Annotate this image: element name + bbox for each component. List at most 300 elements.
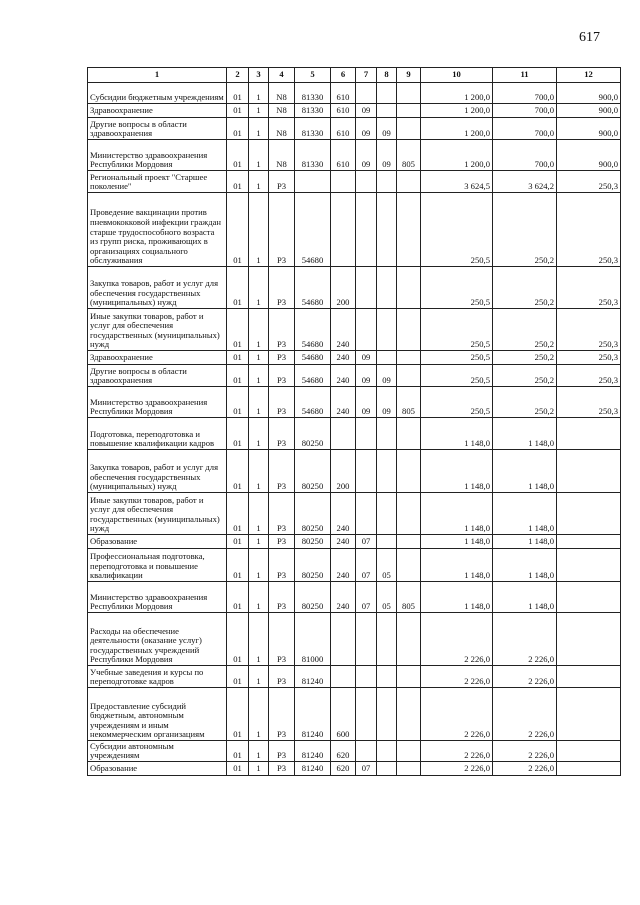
table-row [88,613,621,666]
row-cell: 3 624,5 [421,171,493,193]
table-row [88,535,621,549]
row-cell: 81240 [295,688,331,741]
row-cell: 3 624,2 [493,171,557,193]
row-cell: 1 148,0 [421,535,493,549]
row-cell [295,171,331,193]
row-label: Министерство здравоохранения Республики Мордовия [88,387,227,418]
table-row [88,582,621,613]
row-label: Предоставление субсидий бюджетным, автономным учреждениям и иным некоммерческим организациям [88,688,227,741]
row-cell [377,741,397,762]
row-cell: P3 [269,450,295,493]
row-cell: 1 [249,549,269,582]
row-cell: 240 [331,365,356,387]
row-cell: 09 [356,118,377,140]
row-cell: 80250 [295,582,331,613]
row-cell: 250,5 [421,365,493,387]
row-cell: 1 [249,418,269,450]
row-cell: 250,2 [493,365,557,387]
row-cell: 1 148,0 [421,493,493,535]
table-row [88,450,621,493]
row-cell: N8 [269,140,295,171]
table-row [88,741,621,762]
row-cell: 250,5 [421,267,493,309]
row-cell: 09 [356,351,377,365]
row-cell [331,418,356,450]
row-cell: 01 [227,493,249,535]
row-cell: P3 [269,171,295,193]
row-label: Закупка товаров, работ и услуг для обеспечения государственных (муниципальных) нужд [88,267,227,309]
row-cell: 1 [249,104,269,118]
row-cell [356,171,377,193]
row-cell: 805 [397,582,421,613]
row-cell: 1 200,0 [421,118,493,140]
row-cell: 1 [249,267,269,309]
row-cell: 81240 [295,762,331,776]
row-cell: P3 [269,365,295,387]
table-row [88,387,621,418]
row-cell: P3 [269,688,295,741]
row-cell [377,171,397,193]
row-cell: 1 [249,493,269,535]
row-cell: P3 [269,741,295,762]
row-cell: 81330 [295,140,331,171]
row-cell [397,351,421,365]
row-cell: 2 226,0 [421,613,493,666]
row-label: Учебные заведения и курсы по переподготовке кадров [88,666,227,688]
row-cell: 2 226,0 [493,762,557,776]
row-label: Иные закупки товаров, работ и услуг для обеспечения государственных (муниципальных) нужд [88,309,227,351]
row-cell: 54680 [295,351,331,365]
row-cell: 900,0 [557,140,621,171]
row-cell: 900,0 [557,118,621,140]
row-cell [557,549,621,582]
row-cell: 07 [356,582,377,613]
row-label: Министерство здравоохранения Республики Мордовия [88,582,227,613]
row-cell: 80250 [295,450,331,493]
row-cell: 09 [356,387,377,418]
row-cell: P3 [269,493,295,535]
row-cell: 250,5 [421,309,493,351]
row-cell: 240 [331,582,356,613]
row-cell: 250,2 [493,267,557,309]
row-cell [331,613,356,666]
row-cell [397,171,421,193]
row-cell: 81330 [295,83,331,104]
column-header: 12 [557,68,621,83]
row-cell: N8 [269,104,295,118]
row-cell [377,83,397,104]
row-cell: 250,2 [493,309,557,351]
row-cell: P3 [269,418,295,450]
row-cell: 240 [331,309,356,351]
row-cell: 54680 [295,267,331,309]
row-cell: 01 [227,351,249,365]
column-header: 8 [377,68,397,83]
row-cell: 1 [249,582,269,613]
row-cell: P3 [269,309,295,351]
row-cell: P3 [269,387,295,418]
row-cell: 900,0 [557,83,621,104]
row-cell [397,83,421,104]
row-cell [356,309,377,351]
row-cell: 01 [227,535,249,549]
column-header: 1 [88,68,227,83]
row-cell: P3 [269,267,295,309]
row-cell: 610 [331,140,356,171]
row-cell: 01 [227,387,249,418]
row-cell [397,741,421,762]
row-cell: 01 [227,267,249,309]
row-cell: 01 [227,193,249,267]
row-cell: 01 [227,309,249,351]
row-cell [397,666,421,688]
row-cell [397,193,421,267]
row-cell [356,83,377,104]
row-cell [397,104,421,118]
row-cell: 1 [249,193,269,267]
row-cell [557,666,621,688]
row-label: Подготовка, переподготовка и повышение квалификации кадров [88,418,227,450]
row-cell: N8 [269,83,295,104]
row-cell: 1 [249,666,269,688]
row-cell [377,666,397,688]
row-cell: 05 [377,549,397,582]
row-label: Субсидии бюджетным учреждениям [88,83,227,104]
row-cell: 1 148,0 [493,493,557,535]
table-row [88,762,621,776]
row-cell: 05 [377,582,397,613]
row-cell: 240 [331,493,356,535]
row-cell [356,493,377,535]
row-cell: 81000 [295,613,331,666]
row-cell: 1 [249,171,269,193]
row-label: Расходы на обеспечение деятельности (оказание услуг) государственных учреждений Республики Мордовия [88,613,227,666]
row-cell: P3 [269,762,295,776]
row-cell [377,351,397,365]
row-cell: 07 [356,549,377,582]
row-cell [557,741,621,762]
row-cell [397,309,421,351]
row-cell: 250,3 [557,193,621,267]
row-cell: 80250 [295,493,331,535]
row-cell: 620 [331,741,356,762]
row-cell [377,309,397,351]
row-cell: P3 [269,613,295,666]
row-cell: 81330 [295,104,331,118]
row-cell [397,762,421,776]
row-cell [557,493,621,535]
row-cell: P3 [269,582,295,613]
row-cell: 01 [227,762,249,776]
row-cell [397,613,421,666]
row-cell: 250,5 [421,193,493,267]
row-cell [557,535,621,549]
row-cell: 250,3 [557,171,621,193]
row-cell: 1 200,0 [421,140,493,171]
row-cell: 1 [249,762,269,776]
row-label: Образование [88,535,227,549]
row-cell [397,535,421,549]
row-cell: 54680 [295,365,331,387]
row-cell [377,493,397,535]
row-cell: 620 [331,762,356,776]
row-cell: 01 [227,140,249,171]
row-cell: 01 [227,418,249,450]
row-cell: 250,3 [557,267,621,309]
row-cell [377,450,397,493]
row-cell [331,666,356,688]
row-cell: 80250 [295,549,331,582]
row-label: Здравоохранение [88,351,227,365]
row-cell: 240 [331,549,356,582]
row-cell [557,418,621,450]
row-cell: 09 [377,140,397,171]
row-cell [356,741,377,762]
row-cell: 54680 [295,387,331,418]
row-cell: 1 [249,741,269,762]
row-cell: 250,3 [557,309,621,351]
row-cell: 1 148,0 [493,418,557,450]
row-cell: 1 [249,140,269,171]
table-row [88,666,621,688]
row-cell: 01 [227,450,249,493]
row-label: Закупка товаров, работ и услуг для обеспечения государственных (муниципальных) нужд [88,450,227,493]
row-cell [397,450,421,493]
table-row [88,365,621,387]
column-header: 10 [421,68,493,83]
row-cell: 54680 [295,193,331,267]
row-cell: 240 [331,387,356,418]
column-header: 6 [331,68,356,83]
row-cell: 80250 [295,535,331,549]
row-cell: 09 [377,118,397,140]
row-cell [377,613,397,666]
column-header: 5 [295,68,331,83]
row-cell: 54680 [295,309,331,351]
row-cell: 1 [249,351,269,365]
table-row [88,688,621,741]
row-cell: 250,3 [557,365,621,387]
row-label: Субсидии автономным учреждениям [88,741,227,762]
column-header: 2 [227,68,249,83]
row-cell: 250,2 [493,193,557,267]
row-cell: 1 148,0 [421,549,493,582]
row-cell [397,267,421,309]
row-cell: 01 [227,104,249,118]
table-row [88,309,621,351]
row-cell: 1 [249,309,269,351]
row-cell: 01 [227,666,249,688]
header-row [88,68,621,83]
row-cell: 610 [331,118,356,140]
column-header: 11 [493,68,557,83]
row-cell [377,104,397,118]
row-cell: P3 [269,549,295,582]
row-cell: P3 [269,193,295,267]
row-label: Региональный проект "Старшее поколение" [88,171,227,193]
page-number: 617 [579,30,600,45]
row-cell [397,549,421,582]
table-row [88,493,621,535]
row-cell: 1 148,0 [421,450,493,493]
row-cell: 1 [249,118,269,140]
row-cell: 09 [377,387,397,418]
row-cell [397,688,421,741]
row-cell [377,688,397,741]
row-cell: 07 [356,762,377,776]
row-cell: 250,3 [557,387,621,418]
budget-table [87,67,621,776]
row-cell: 805 [397,140,421,171]
row-cell: 805 [397,387,421,418]
row-cell: 2 226,0 [421,762,493,776]
row-cell [377,193,397,267]
row-cell: 09 [377,365,397,387]
table-row [88,267,621,309]
row-cell: 81240 [295,741,331,762]
row-cell: 1 200,0 [421,83,493,104]
row-cell [356,450,377,493]
row-label: Проведение вакцинации против пневмококковой инфекции граждан старше трудоспособного возраста из групп риска, проживающих в организациях социального обслуживания [88,193,227,267]
row-cell: 09 [356,140,377,171]
row-cell: 250,2 [493,387,557,418]
column-header: 4 [269,68,295,83]
row-cell: 600 [331,688,356,741]
row-cell: 01 [227,741,249,762]
row-cell: P3 [269,535,295,549]
row-cell: 09 [356,365,377,387]
row-cell: 250,5 [421,351,493,365]
row-cell: 200 [331,450,356,493]
row-cell: 01 [227,549,249,582]
row-cell [557,450,621,493]
row-cell: 700,0 [493,104,557,118]
row-cell: 1 148,0 [493,549,557,582]
table-row [88,351,621,365]
row-cell: 1 148,0 [493,582,557,613]
row-cell: 2 226,0 [421,688,493,741]
row-cell: 900,0 [557,104,621,118]
row-cell: 01 [227,171,249,193]
row-cell [356,688,377,741]
row-cell: P3 [269,351,295,365]
column-header: 9 [397,68,421,83]
row-cell: 1 [249,387,269,418]
row-cell: 01 [227,613,249,666]
row-cell: 1 [249,613,269,666]
row-cell: 2 226,0 [493,613,557,666]
table-row [88,118,621,140]
row-label: Иные закупки товаров, работ и услуг для обеспечения государственных (муниципальных) нужд [88,493,227,535]
table-row [88,418,621,450]
row-cell: 2 226,0 [493,666,557,688]
row-cell [397,118,421,140]
row-label: Министерство здравоохранения Республики Мордовия [88,140,227,171]
row-cell: 01 [227,118,249,140]
row-cell: 240 [331,535,356,549]
row-cell: 01 [227,365,249,387]
row-cell: 07 [356,535,377,549]
row-cell: 1 148,0 [421,582,493,613]
row-cell: 700,0 [493,83,557,104]
row-cell: N8 [269,118,295,140]
row-cell: 01 [227,83,249,104]
row-cell: 700,0 [493,118,557,140]
row-cell: 610 [331,83,356,104]
row-cell [377,267,397,309]
row-cell: P3 [269,666,295,688]
row-cell: 1 148,0 [493,535,557,549]
row-cell [356,193,377,267]
row-cell: 2 226,0 [421,741,493,762]
row-cell [356,613,377,666]
row-cell: 01 [227,582,249,613]
row-cell [331,193,356,267]
row-cell [557,613,621,666]
row-cell: 09 [356,104,377,118]
row-cell: 1 200,0 [421,104,493,118]
row-cell: 1 [249,83,269,104]
table-row [88,83,621,104]
row-cell [356,666,377,688]
row-cell: 1 148,0 [493,450,557,493]
row-label: Здравоохранение [88,104,227,118]
row-cell: 1 [249,688,269,741]
row-cell: 700,0 [493,140,557,171]
table-row [88,171,621,193]
table-row [88,140,621,171]
row-cell: 80250 [295,418,331,450]
row-cell: 240 [331,351,356,365]
row-cell [331,171,356,193]
row-cell: 81330 [295,118,331,140]
row-cell: 200 [331,267,356,309]
row-cell [377,418,397,450]
column-header: 7 [356,68,377,83]
row-label: Другие вопросы в области здравоохранения [88,365,227,387]
row-cell: 1 [249,365,269,387]
row-label: Профессиональная подготовка, переподготовка и повышение квалификации [88,549,227,582]
row-label: Образование [88,762,227,776]
row-cell [397,418,421,450]
column-header: 3 [249,68,269,83]
table-row [88,549,621,582]
row-cell: 2 226,0 [493,688,557,741]
row-cell [557,762,621,776]
row-cell [397,493,421,535]
row-cell [356,418,377,450]
row-cell: 1 [249,450,269,493]
row-cell [377,762,397,776]
row-cell: 610 [331,104,356,118]
row-cell: 2 226,0 [421,666,493,688]
row-cell: 250,2 [493,351,557,365]
row-cell: 250,3 [557,351,621,365]
table-row [88,193,621,267]
row-cell [377,535,397,549]
row-cell: 1 148,0 [421,418,493,450]
row-cell: 2 226,0 [493,741,557,762]
row-cell [356,267,377,309]
row-cell [557,582,621,613]
row-cell [557,688,621,741]
table-row [88,104,621,118]
row-cell: 01 [227,688,249,741]
row-cell: 250,5 [421,387,493,418]
row-cell: 81240 [295,666,331,688]
row-label: Другие вопросы в области здравоохранения [88,118,227,140]
row-cell: 1 [249,535,269,549]
